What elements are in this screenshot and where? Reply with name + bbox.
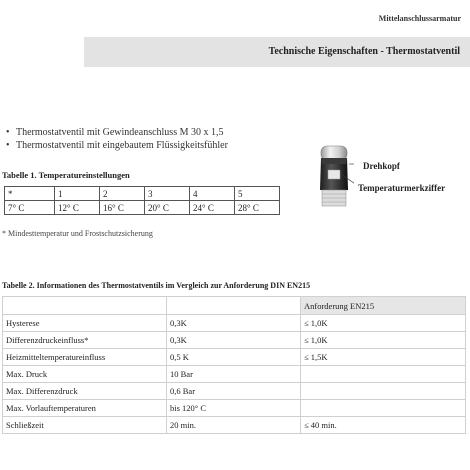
table-cell: 0,3K: [167, 315, 301, 332]
table-cell: 1: [55, 187, 100, 201]
table-cell: 4: [190, 187, 235, 201]
thermostat-head-image: [314, 144, 354, 214]
table-row: [5, 187, 280, 201]
table-cell: ≤ 1,0K: [301, 332, 466, 349]
feature-text: Thermostatventil mit eingebautem Flüssigkeitsfühler: [16, 140, 228, 151]
table-cell: [301, 400, 466, 417]
table-header-cell: [167, 297, 301, 315]
table-header-row: [3, 297, 466, 315]
table-header-cell: Anforderung EN215: [301, 297, 466, 315]
table-cell: ≤ 1,0K: [301, 315, 466, 332]
table-cell: 28° C: [235, 201, 280, 215]
table-row: [5, 201, 280, 215]
table-row: [3, 349, 466, 366]
digit-label: Temperaturmerkziffer: [358, 183, 446, 193]
table-cell: 10 Bar: [167, 366, 301, 383]
document-title: Technische Eigenschaften - Thermostatventil: [268, 46, 460, 57]
table-cell: 0,6 Bar: [167, 383, 301, 400]
table-row: [3, 366, 466, 383]
feature-list: [6, 126, 228, 152]
document-subtitle: Mittelanschlussarmatur: [378, 14, 461, 23]
temperature-settings-table: [4, 186, 280, 215]
table1-footnote: * Mindesttemperatur und Frostschutzsicherung: [2, 229, 153, 238]
table1-caption: Tabelle 1. Temperatureinstellungen: [2, 170, 130, 180]
table-row: [3, 417, 466, 434]
table-cell: 20 min.: [167, 417, 301, 434]
table-cell: Heizmitteltemperatureinfluss: [3, 349, 167, 366]
table-cell: 5: [235, 187, 280, 201]
table-cell: 2: [100, 187, 145, 201]
bullet-icon: •: [6, 140, 10, 151]
table-cell: 3: [145, 187, 190, 201]
table-cell: bis 120° C: [167, 400, 301, 417]
table-cell: Schließzeit: [3, 417, 167, 434]
table-cell: 20° C: [145, 201, 190, 215]
feature-item: [6, 126, 228, 139]
table-cell: ≤ 1,5K: [301, 349, 466, 366]
header-band: [84, 37, 470, 67]
feature-item: [6, 139, 228, 152]
table-cell: Differenzdruckeinfluss*: [3, 332, 167, 349]
table-cell: Max. Vorlauftemperaturen: [3, 400, 167, 417]
table-cell: 0,5 K: [167, 349, 301, 366]
table-row: [3, 400, 466, 417]
table-cell: Max. Differenzdruck: [3, 383, 167, 400]
table2-caption: Tabelle 2. Informationen des Thermostatventils im Vergleich zur Anforderung DIN EN215: [2, 281, 311, 290]
table-cell: *: [5, 187, 55, 201]
table-cell: [301, 383, 466, 400]
table-cell: 12° C: [55, 201, 100, 215]
table-cell: 16° C: [100, 201, 145, 215]
table-cell: 24° C: [190, 201, 235, 215]
comparison-table: [2, 296, 466, 434]
table-row: [3, 315, 466, 332]
table-row: [3, 332, 466, 349]
table-header-cell: [3, 297, 167, 315]
table-cell: Hysterese: [3, 315, 167, 332]
table-cell: [301, 366, 466, 383]
feature-text: Thermostatventil mit Gewindeanschluss M 30 x 1,5: [16, 127, 224, 138]
table-cell: ≤ 40 min.: [301, 417, 466, 434]
bullet-icon: •: [6, 127, 10, 138]
table-cell: 0,3K: [167, 332, 301, 349]
table-row: [3, 383, 466, 400]
table-cell: Max. Druck: [3, 366, 167, 383]
table-cell: 7° C: [5, 201, 55, 215]
knob-label: Drehkopf: [363, 161, 400, 171]
